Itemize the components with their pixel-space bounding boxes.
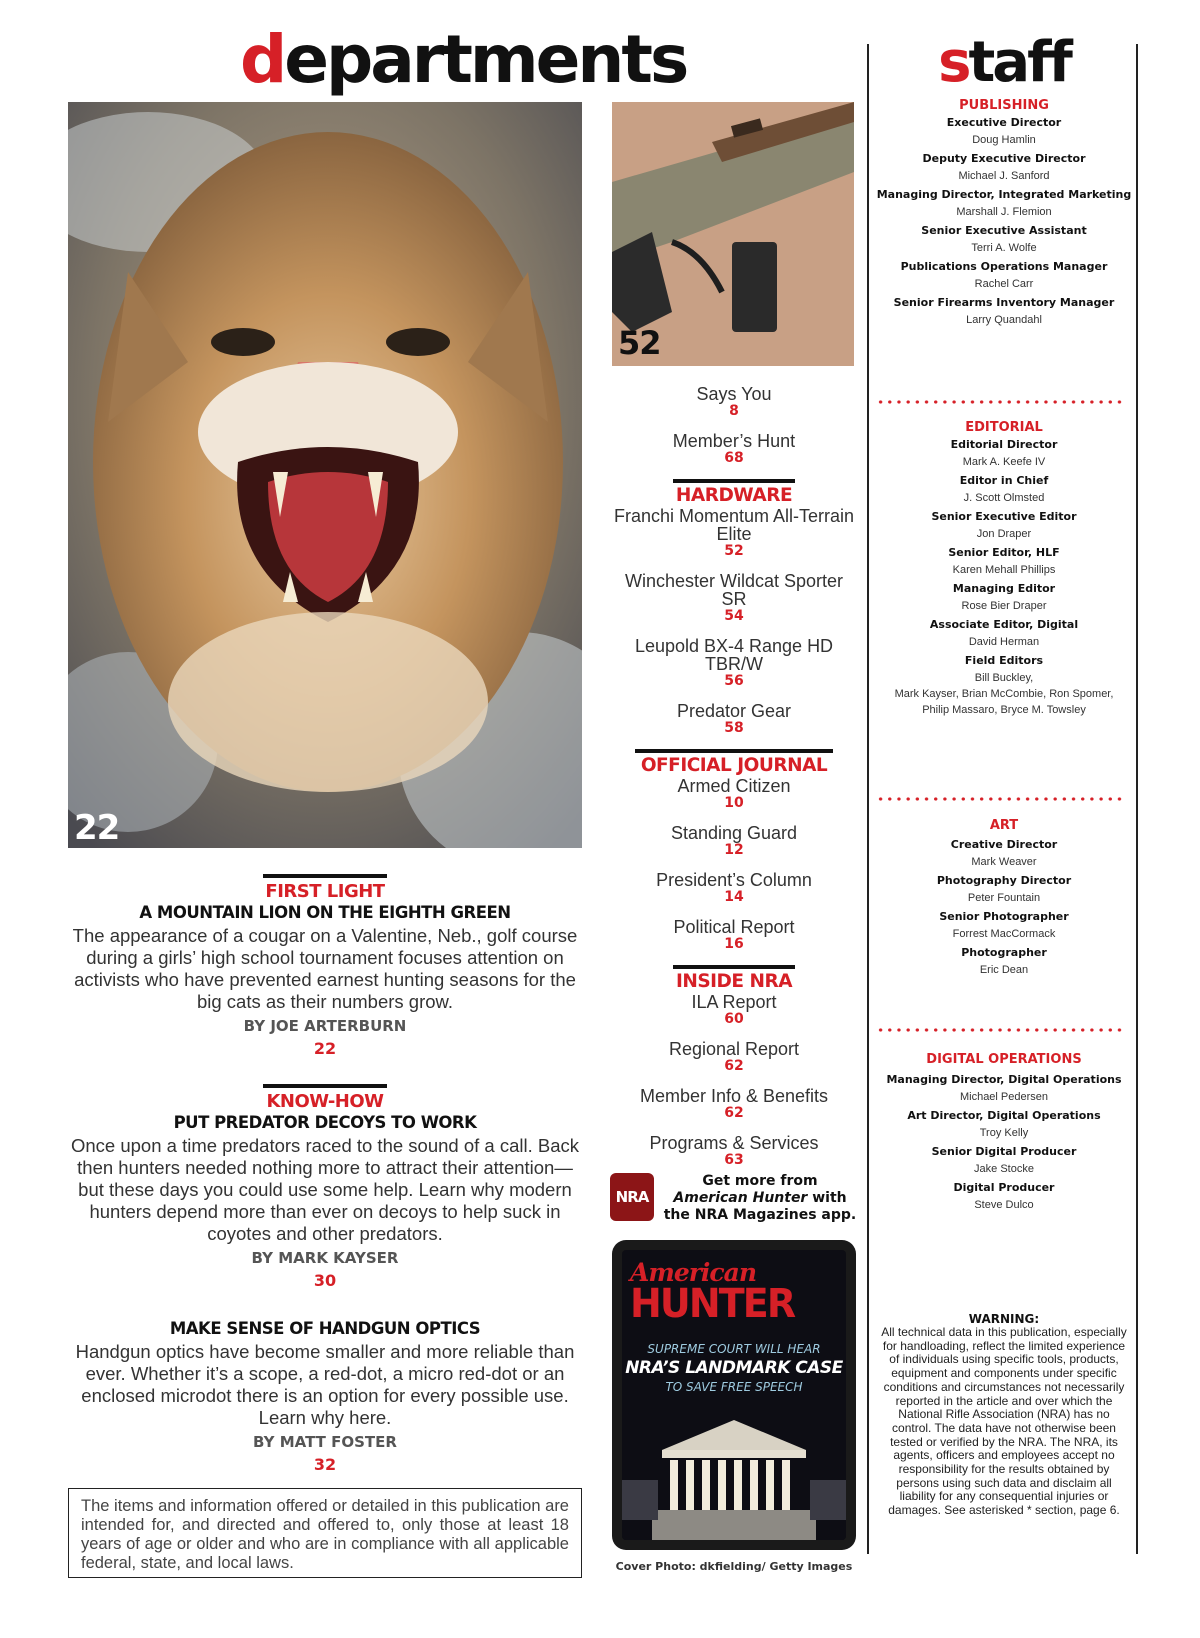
toc-item-says-you[interactable] xyxy=(612,385,856,420)
toc-item[interactable] xyxy=(612,1087,856,1122)
staff-role: Managing Editor xyxy=(952,582,1056,595)
toc-item-title: Predator Gear xyxy=(676,701,792,721)
toc-item-title: Political Report xyxy=(673,917,795,937)
staff-name: J. Scott Olmsted xyxy=(963,492,1045,504)
staff-name: Philip Massaro, Bryce M. Towsley xyxy=(922,704,1086,716)
toc-item-title: Leupold BX-4 Range HD TBR/W xyxy=(634,636,834,674)
staff-name: Jon Draper xyxy=(976,528,1032,540)
staff-role: Editor in Chief xyxy=(959,474,1049,487)
staff-title-initial: s xyxy=(938,30,969,95)
staff-name: Rachel Carr xyxy=(974,278,1034,290)
toc-item[interactable] xyxy=(612,871,856,906)
app-promo-text[interactable] xyxy=(660,1173,860,1224)
cover-tablet-image xyxy=(612,1240,856,1550)
staff-name: Michael Pedersen xyxy=(959,1091,1049,1103)
section-rule xyxy=(635,749,833,753)
section-rule xyxy=(673,965,795,969)
kicker-rule xyxy=(263,874,387,878)
staff-name: Mark A. Keefe IV xyxy=(962,456,1046,468)
article-headline: MAKE SENSE OF HANDGUN OPTICS xyxy=(169,1319,481,1338)
toc-item-page: 56 xyxy=(724,673,744,689)
article-know-how[interactable] xyxy=(68,1084,582,1291)
toc-item[interactable] xyxy=(612,918,856,953)
staff-role: Photographer xyxy=(961,946,1047,959)
toc-item-title: Says You xyxy=(696,384,772,404)
staff-role: Senior Digital Producer xyxy=(931,1145,1077,1158)
toc-item-page: 58 xyxy=(724,720,744,736)
age-disclaimer-box: The items and information offered or detailed in this publication are intended for, and directed and offered to, only those at least 18 years of age or older and who are in compliance with all applicable federal, state, and local laws. xyxy=(68,1488,582,1578)
article-dek: Handgun optics have become smaller and more reliable than ever. Whether it’s a scope, a red-dot, a micro red-dot or an enclosed microdot there is an option for every possible use. Learn why here. xyxy=(75,1341,575,1428)
toc-item-title: Winchester Wildcat Sporter SR xyxy=(624,571,844,609)
toc-item-title: Franchi Momentum All-Terrain Elite xyxy=(613,506,855,544)
staff-role: Editorial Director xyxy=(950,438,1058,451)
staff-role: Associate Editor, Digital xyxy=(929,618,1079,631)
article-dek: The appearance of a cougar on a Valentine, Neb., golf course during a girls’ high school tournament focuses attention on activists who have prevented earnest hunting seasons for the big cats as their numbers grow. xyxy=(72,925,578,1012)
cover-brand-hunter: HUNTER xyxy=(630,1281,795,1327)
staff-role: Digital Producer xyxy=(953,1181,1055,1194)
staff-name: Mark Weaver xyxy=(971,856,1037,868)
staff-name: Rose Bier Draper xyxy=(961,600,1047,612)
toc-item[interactable] xyxy=(612,993,856,1028)
staff-name: Peter Fountain xyxy=(967,892,1041,904)
magazine-cover xyxy=(622,1250,846,1540)
staff-role: Managing Director, Integrated Marketing xyxy=(876,188,1132,201)
staff-role: Deputy Executive Director xyxy=(922,152,1086,165)
staff-title xyxy=(872,28,1136,98)
toc-item-page: 62 xyxy=(724,1058,744,1074)
toc-item[interactable] xyxy=(612,572,856,625)
staff-section-editorial xyxy=(872,418,1136,717)
article-page-number: 32 xyxy=(313,1455,337,1474)
staff-name: Doug Hamlin xyxy=(972,134,1036,146)
staff-section-label: PUBLISHING xyxy=(959,98,1049,113)
staff-name: Steve Dulco xyxy=(974,1199,1034,1211)
toc-item-page: 8 xyxy=(729,403,739,419)
toc-item-page: 54 xyxy=(724,608,744,624)
toc-item-title: Armed Citizen xyxy=(677,776,791,796)
app-promo-line: Get more from xyxy=(702,1173,818,1189)
staff-title-rest: taff xyxy=(968,30,1070,95)
toc-item[interactable] xyxy=(612,1134,856,1169)
toc-item[interactable] xyxy=(612,507,856,560)
staff-name: Bill Buckley, xyxy=(974,672,1034,684)
article-handgun-optics[interactable] xyxy=(68,1318,582,1475)
toc-item-page: 16 xyxy=(724,936,744,952)
toc-item-page: 63 xyxy=(724,1152,744,1168)
staff-role: Publications Operations Manager xyxy=(900,260,1108,273)
departments-title-rest: epartments xyxy=(284,21,687,98)
column-divider xyxy=(1136,44,1138,1554)
app-promo-magazine-name: American Hunter xyxy=(673,1190,808,1206)
article-dek: Once upon a time predators raced to the sound of a call. Back then hunters needed nothing more to attract their attention—but these days you could use some help. Learn why modern hunters depend more than ever on decoys to help suck in coyotes and other predators. xyxy=(70,1135,580,1244)
toc-item-title: Regional Report xyxy=(668,1039,800,1059)
toc-item[interactable] xyxy=(612,637,856,690)
technical-data-warning xyxy=(872,1312,1136,1518)
toc-item-page: 68 xyxy=(724,450,744,466)
toc-item-title: Programs & Services xyxy=(649,1133,819,1153)
toc-item-members-hunt[interactable] xyxy=(612,432,856,467)
staff-role: Senior Photographer xyxy=(939,910,1069,923)
toc-item[interactable] xyxy=(612,777,856,812)
departments-title-initial: d xyxy=(240,21,285,98)
cover-headline-line: TO SAVE FREE SPEECH xyxy=(665,1380,803,1394)
toc-section-label: HARDWARE xyxy=(675,485,793,506)
staff-role: Photography Director xyxy=(936,874,1072,887)
staff-role: Creative Director xyxy=(950,838,1058,851)
toc-section-inside-nra xyxy=(612,965,856,1169)
article-byline: BY MATT FOSTER xyxy=(253,1433,397,1451)
departments-title xyxy=(240,20,687,100)
dotted-divider xyxy=(876,1028,1126,1032)
toc-section-hardware xyxy=(612,479,856,737)
article-page-number: 30 xyxy=(313,1271,337,1290)
cover-headline-main: NRA’S LANDMARK CASE xyxy=(625,1358,843,1378)
article-byline: BY JOE ARTERBURN xyxy=(243,1017,407,1035)
staff-section-label: ART xyxy=(989,818,1019,833)
toc-item-page: 12 xyxy=(724,842,744,858)
staff-section-digital-operations xyxy=(872,1050,1136,1212)
staff-name: Forrest MacCormack xyxy=(952,928,1056,940)
staff-name: Jake Stocke xyxy=(974,1163,1034,1175)
nra-app-icon[interactable]: NRA xyxy=(610,1173,654,1221)
staff-section-art xyxy=(872,816,1136,977)
staff-name: Larry Quandahl xyxy=(966,314,1042,326)
toc-item-title: President’s Column xyxy=(656,870,812,890)
article-kicker: KNOW-HOW xyxy=(266,1091,384,1112)
article-byline: BY MARK KAYSER xyxy=(251,1249,399,1267)
table-of-contents xyxy=(612,385,856,1181)
toc-item-title: Standing Guard xyxy=(670,823,798,843)
staff-role: Art Director, Digital Operations xyxy=(907,1109,1101,1122)
staff-section-label: DIGITAL OPERATIONS xyxy=(926,1052,1082,1067)
article-headline: PUT PREDATOR DECOYS TO WORK xyxy=(173,1113,477,1132)
staff-role: Senior Firearms Inventory Manager xyxy=(893,296,1115,309)
cover-headline-line: SUPREME COURT WILL HEAR xyxy=(647,1342,821,1356)
app-promo-line: with the NRA Magazines app. xyxy=(663,1190,857,1223)
staff-name: Karen Mehall Phillips xyxy=(952,564,1056,576)
staff-name: Eric Dean xyxy=(979,964,1029,976)
warning-title: WARNING: xyxy=(968,1312,1040,1326)
staff-name: Michael J. Sanford xyxy=(958,170,1050,182)
article-kicker: FIRST LIGHT xyxy=(265,881,385,902)
cover-photo-credit: Cover Photo: dkfielding/ Getty Images xyxy=(615,1560,853,1573)
kicker-rule xyxy=(263,1084,387,1088)
staff-name: David Herman xyxy=(968,636,1040,648)
toc-item-page: 60 xyxy=(724,1011,744,1027)
staff-role: Executive Director xyxy=(946,116,1062,129)
toc-item-title: Member Info & Benefits xyxy=(639,1086,829,1106)
staff-role: Senior Editor, HLF xyxy=(948,546,1060,559)
toc-item-page: 14 xyxy=(724,889,744,905)
rifle-photo-page-number: 52 xyxy=(618,324,661,362)
staff-role: Senior Executive Editor xyxy=(931,510,1077,523)
cover-brand-american: American xyxy=(630,1258,757,1287)
toc-section-label: INSIDE NRA xyxy=(675,971,793,992)
staff-name: Marshall J. Flemion xyxy=(956,206,1052,218)
staff-role: Senior Executive Assistant xyxy=(921,224,1087,237)
dotted-divider xyxy=(876,400,1126,404)
supreme-court-building-illustration xyxy=(622,1410,846,1540)
dotted-divider xyxy=(876,797,1126,801)
toc-item-page: 52 xyxy=(724,543,744,559)
toc-item[interactable] xyxy=(612,824,856,859)
staff-section-label: EDITORIAL xyxy=(965,420,1043,435)
staff-name: Troy Kelly xyxy=(979,1127,1029,1139)
article-page-number: 22 xyxy=(313,1039,337,1058)
toc-item-title: ILA Report xyxy=(691,992,777,1012)
staff-role: Managing Director, Digital Operations xyxy=(886,1073,1122,1086)
warning-body: All technical data in this publication, especially for handloading, reflect the limited experience of individuals using specific tools, products, equipment and components under specific conditions and circumstances not necessarily reported in the article and over which the National Rifle Association (NRA) has no control. The data have not otherwise been tested or verified by the NRA. The NRA, its agents, officers and employees accept no responsibility for the results obtained by persons using such data and disclaim all liability for any consequential injuries or damages. See asterisked * section, page 6. xyxy=(881,1325,1127,1518)
staff-name: Mark Kayser, Brian McCombie, Ron Spomer, xyxy=(894,688,1114,700)
toc-item-page: 10 xyxy=(724,795,744,811)
staff-section-publishing xyxy=(872,96,1136,327)
column-divider xyxy=(867,44,869,1554)
toc-section-label: OFFICIAL JOURNAL xyxy=(640,755,828,776)
mountain-lion-photo xyxy=(68,102,582,848)
staff-name: Terri A. Wolfe xyxy=(971,242,1037,254)
toc-item-page: 62 xyxy=(724,1105,744,1121)
article-first-light[interactable] xyxy=(68,874,582,1059)
section-rule xyxy=(673,479,795,483)
staff-role: Field Editors xyxy=(964,654,1044,667)
lion-photo-page-number: 22 xyxy=(74,808,120,848)
toc-item[interactable] xyxy=(612,1040,856,1075)
toc-item[interactable] xyxy=(612,702,856,737)
toc-item-title: Member’s Hunt xyxy=(672,431,796,451)
article-headline: A MOUNTAIN LION ON THE EIGHTH GREEN xyxy=(139,903,511,922)
toc-section-official-journal xyxy=(612,749,856,953)
